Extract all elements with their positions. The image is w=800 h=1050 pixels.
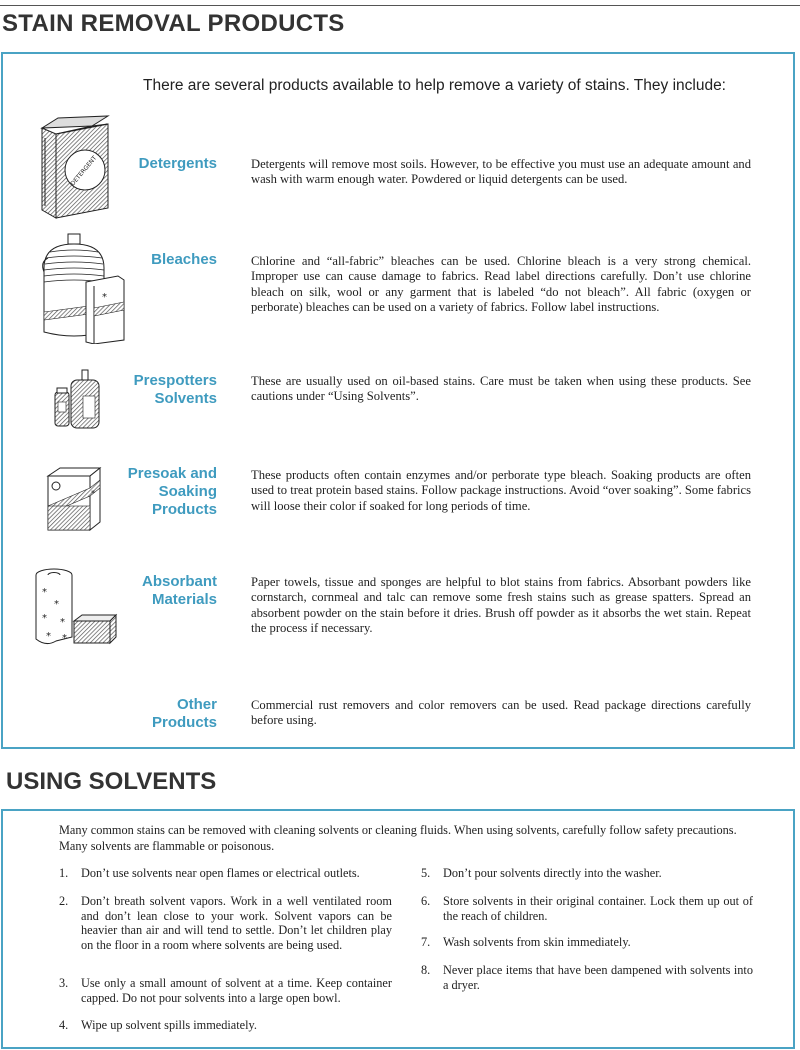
list-item: 6. Store solvents in their original container. Lock them up out of the reach of children.	[421, 894, 753, 923]
presoak-box-icon	[46, 466, 102, 532]
svg-text:*: *	[62, 633, 67, 644]
label-prespotters-solvents: Prespotters Solvents	[133, 372, 217, 407]
bleach-jug-icon	[38, 232, 128, 344]
svg-text:*: *	[42, 613, 47, 624]
label-other-products: Other Products	[151, 696, 217, 731]
svg-text:*: *	[54, 599, 59, 610]
label-absorbant-materials: Absorbant Materials	[142, 573, 217, 608]
list-item: 2. Don’t breath solvent vapors. Work in a well ventilated room and don’t lean close to your work. Solvent vapors can be heavier than air and will tend to settle. Don’t let children play on the floor in a room where solvents are being used.	[59, 894, 392, 952]
description-presoak: These products often contain enzymes and/or perborate type bleach. Soaking products are often used to treat protein based stains. Follow package instructions. Avoid “over soaking”. Some fabrics will loose their color if soaked for long periods of time.	[251, 468, 751, 513]
top-rule	[0, 5, 800, 6]
list-item: 3. Use only a small amount of solvent at a time. Keep container capped. Do not pour solvents into a large open bowl.	[59, 976, 392, 1005]
description-other-products: Commercial rust removers and color removers can be used. Read package directions carefully before using.	[251, 698, 751, 728]
list-item: 7. Wash solvents from skin immediately.	[421, 935, 631, 949]
svg-text:*: *	[91, 489, 95, 498]
svg-text:*: *	[46, 631, 51, 642]
description-detergents: Detergents will remove most soils. However, to be effective you must use an adequate amount and wash with warm enough water. Powdered or liquid detergents can be used.	[251, 157, 751, 187]
section-title-using-solvents: USING SOLVENTS	[6, 768, 217, 795]
label-bleaches: Bleaches	[151, 251, 217, 268]
description-bleaches: Chlorine and “all-fabric” bleaches can be used. Chlorine bleach is a very strong chemical. Improper use can cause damage to fabrics. Read label directions carefully. Don’t use chlorine bleach on silk, wool or any garment that is labeled “do not bleach”. All fabric (oxygen or perborate) bleaches can be used on a variety of fabrics. Follow label instructions.	[251, 254, 751, 314]
products-intro: There are several products available to help remove a variety of stains. They include:	[143, 77, 726, 94]
description-absorbant: Paper towels, tissue and sponges are helpful to blot stains from fabrics. Absorbant powders like cornstarch, cornmeal and talc can remove some fresh stains such as grease spatters. Spread an absorbent powder on the stain before it dries. Brush off powder as it absorbs the wet stain. Repeat the process if necessary.	[251, 575, 751, 635]
detergent-box-icon	[36, 110, 116, 220]
page-title: STAIN REMOVAL PRODUCTS	[2, 10, 345, 37]
svg-text:DETERGENT: DETERGENT	[69, 154, 99, 188]
list-item: 5. Don’t pour solvents directly into the washer.	[421, 866, 662, 880]
list-item: 4. Wipe up solvent spills immediately.	[59, 1018, 257, 1032]
svg-text:*: *	[42, 587, 47, 598]
list-item: 1. Don’t use solvents near open flames or electrical outlets.	[59, 866, 360, 880]
label-detergents: Detergents	[138, 155, 217, 172]
svg-text:*: *	[102, 292, 107, 303]
solvents-intro: Many common stains can be removed with cleaning solvents or cleaning fluids. When using solvents, carefully follow safety precautions. Many solvents are flammable or poisonous.	[59, 823, 737, 853]
paper-towel-sponge-icon	[34, 567, 124, 647]
spray-can-icon	[53, 368, 103, 430]
description-prespotters: These are usually used on oil-based stains. Care must be taken when using these products. See cautions under “Using Solvents”.	[251, 374, 751, 404]
list-item: 8. Never place items that have been dampened with solvents into a dryer.	[421, 963, 753, 992]
label-presoak-soaking-products: Presoak and Soaking Products	[127, 465, 217, 518]
svg-text:*: *	[60, 617, 65, 628]
